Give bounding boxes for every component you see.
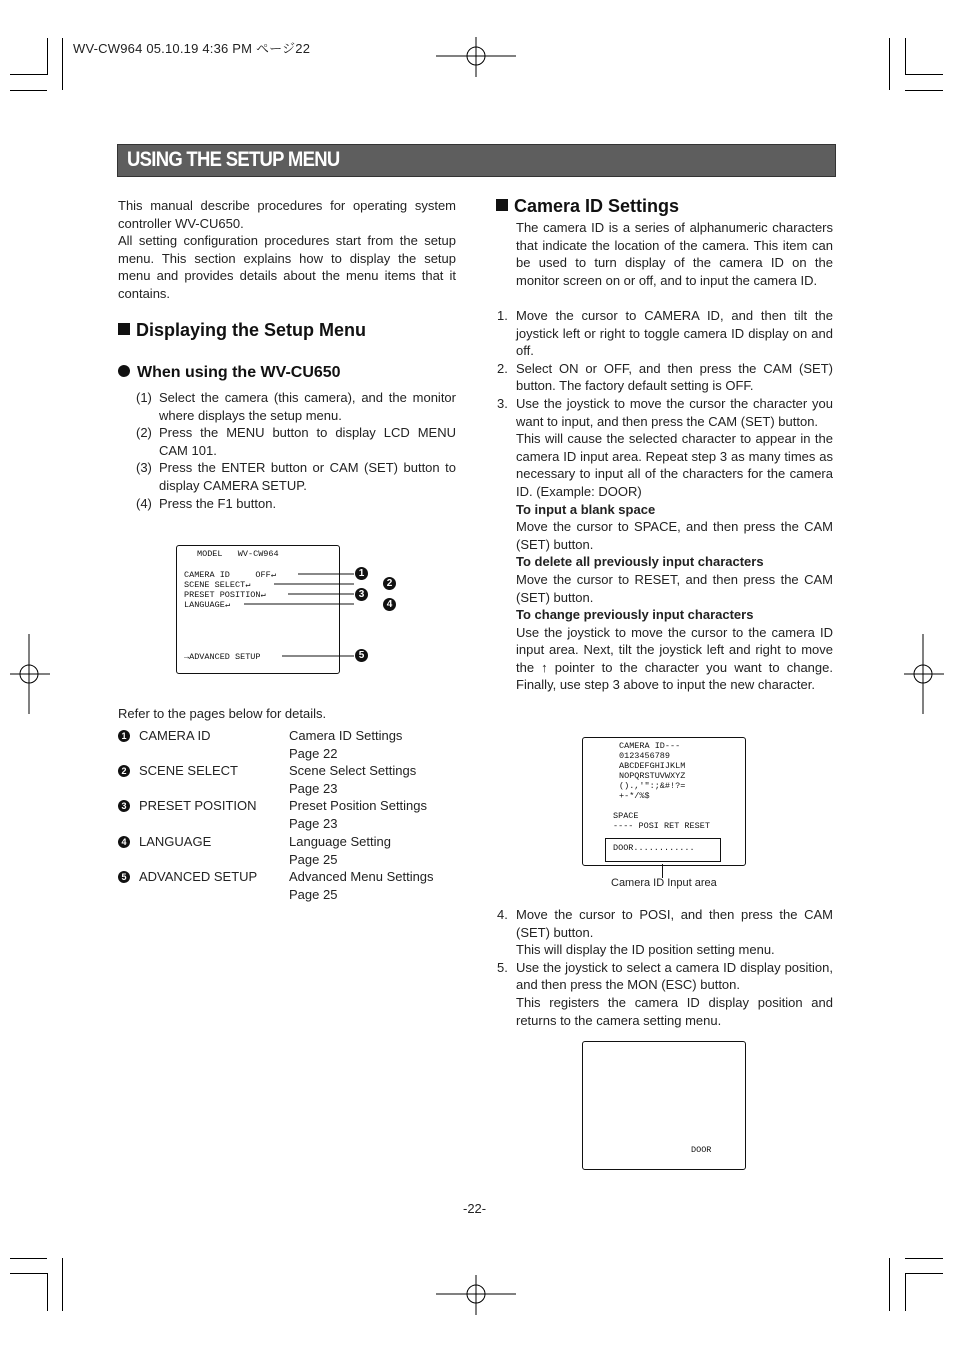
step5-detail: This registers the camera ID display position and returns to the camera setting menu. <box>516 994 833 1028</box>
camera-id-steps-1-3 <box>497 307 833 694</box>
registration-mark-top <box>436 35 516 79</box>
intro-paragraph: This manual describe procedures for operating system controller WV-CU650. <box>118 198 456 231</box>
registration-mark-left <box>8 634 52 714</box>
crop-mark <box>905 1258 943 1259</box>
crop-mark <box>905 1273 906 1311</box>
delete-heading: To delete all previously input characters <box>516 554 764 570</box>
page-title: USING THE SETUP MENU <box>127 148 340 171</box>
page-number: -22- <box>463 1201 487 1216</box>
step4-detail: This will display the ID position setting menu. <box>516 942 775 958</box>
screen-line: +-*/%$ <box>619 791 650 801</box>
screen-posi-ret-reset: ---- POSI RET RESET <box>613 821 710 831</box>
screen-camera-id: CAMERA ID OFF↵ <box>184 570 276 580</box>
registration-mark-bottom <box>436 1273 516 1317</box>
crop-mark <box>905 1273 943 1274</box>
screen-line: ().,'":;&#!?= <box>619 781 686 791</box>
crop-mark <box>10 1273 47 1274</box>
setup-steps <box>136 389 456 512</box>
callout-lines <box>230 565 360 665</box>
screen-model: MODEL WV-CW964 <box>197 549 279 559</box>
list-item: (3) Press the ENTER button or CAM (SET) button to display CAMERA SETUP. <box>136 460 456 493</box>
camera-id-intro: The camera ID is a series of alphanumeric characters that indicate the location of the camera. This item can be used to turn display of the camera ID on the monitor screen on or off, and to input the camera ID. <box>516 220 833 288</box>
crop-mark <box>47 1273 48 1311</box>
screen-preset-position: PRESET POSITION↵ <box>184 590 266 600</box>
intro-text <box>118 197 456 303</box>
change-text: Use the joystick to move the cursor to the camera ID input area. Next, tilt the joystick left and right to move the ↑ pointer to the character you want to change. Finally, use step 3 above to input the new character. <box>516 624 833 693</box>
screen-language: LANGUAGE↵ <box>184 600 230 610</box>
registration-mark-right <box>902 634 946 714</box>
list-item: 5. Use the joystick to select a camera ID display position, and then press the MON (ESC) button. <box>497 959 833 993</box>
refer-intro: Refer to the pages below for details. <box>118 706 327 721</box>
door-display-screen <box>582 1041 746 1170</box>
crop-mark <box>10 90 47 91</box>
list-item: (2) Press the MENU button to display LCD MENU CAM 101. <box>136 425 456 458</box>
screen-line: ABCDEFGHIJKLM <box>619 761 686 771</box>
crop-mark <box>10 1258 47 1259</box>
section-heading-camera-id: Camera ID Settings <box>496 196 679 217</box>
crop-mark <box>905 38 906 75</box>
camera-id-screen <box>582 737 746 866</box>
callout-5: 5 <box>355 649 368 662</box>
change-heading: To change previously input characters <box>516 607 754 623</box>
door-text: DOOR <box>691 1145 712 1155</box>
crop-mark <box>889 38 890 90</box>
callout-1: 1 <box>355 567 368 580</box>
screen-line: CAMERA ID--- <box>619 741 681 751</box>
screen-scene-select: SCENE SELECT↵ <box>184 580 251 590</box>
input-value: DOOR............ <box>613 843 695 853</box>
crop-mark <box>905 90 943 91</box>
input-area-caption: Camera ID Input area <box>611 877 717 889</box>
page-title-bar <box>117 144 836 177</box>
callout-3: 3 <box>355 588 368 601</box>
camera-id-steps-4-5 <box>497 906 833 1029</box>
list-item: (1) Select the camera (this camera), and the monitor where displays the setup menu. <box>136 390 456 423</box>
delete-text: Move the cursor to RESET, and then press the CAM (SET) button. <box>516 571 833 605</box>
list-item: 4. Move the cursor to POSI, and then press the CAM (SET) button. <box>497 907 833 940</box>
list-item: (4) Press the F1 button. <box>136 495 277 511</box>
intro-paragraph: All setting configuration procedures start from the setup menu. This section explains how to display the setup menu and provides details about the menu items that it contains. <box>118 233 456 301</box>
camera-id-input-area <box>605 838 721 862</box>
blank-space-text: Move the cursor to SPACE, and then press the CAM (SET) button. <box>516 519 833 552</box>
crop-mark <box>10 74 47 75</box>
screen-line: NOPQRSTUVWXYZ <box>619 771 686 781</box>
crop-mark <box>47 38 48 75</box>
callout-2: 2 <box>383 577 396 590</box>
crop-mark <box>905 74 943 75</box>
callout-4: 4 <box>383 598 396 611</box>
crop-mark <box>62 1258 63 1311</box>
screen-advanced-setup: →ADVANCED SETUP <box>184 652 261 662</box>
list-item: 2. Select ON or OFF, and then press the CAM (SET) button. The factory default setting is OFF. <box>497 360 833 394</box>
subheading-wv-cu650: When using the WV-CU650 <box>118 364 341 382</box>
screen-space: SPACE <box>613 811 639 821</box>
list-item: 3. Use the joystick to move the cursor the character you want to input, and then press the CAM (SET) button. <box>497 395 833 429</box>
blank-space-heading: To input a blank space <box>516 501 656 517</box>
section-heading-displaying: Displaying the Setup Menu <box>118 320 366 341</box>
screen-line: 0123456789 <box>619 751 671 761</box>
print-header: WV-CW964 05.10.19 4:36 PM ページ22 <box>73 41 311 56</box>
crop-mark <box>62 38 63 90</box>
crop-mark <box>889 1258 890 1311</box>
step3-detail: This will cause the selected character to appear in the camera ID input area. Repeat step 3 as many times as necessary to input all of the characters for the camera ID. (Example: DOOR) <box>516 431 833 499</box>
caption-pointer <box>662 864 663 878</box>
list-item: 1. Move the cursor to CAMERA ID, and then tilt the joystick left or right to toggle camera ID display on and off. <box>497 308 833 359</box>
